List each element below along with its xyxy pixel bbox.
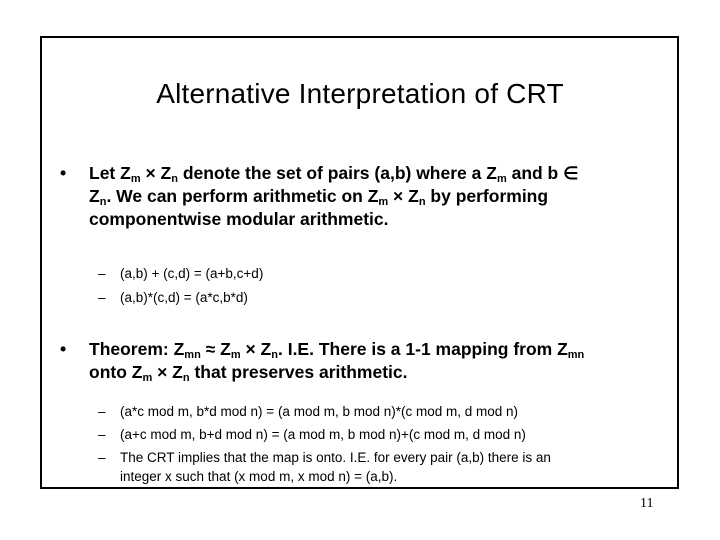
slide-title: Alternative Interpretation of CRT bbox=[156, 78, 564, 109]
sub-1-1-text: (a,b) + (c,d) = (a+b,c+d) bbox=[120, 266, 264, 281]
bullet-2-marker: • bbox=[60, 339, 67, 359]
sub-2-3-text-cont: integer x such that (x mod m, x mod n) = (a,b). bbox=[120, 469, 398, 484]
sub-1-2-dash: – bbox=[98, 290, 106, 305]
bullet-2-line-2: onto $Z_m \times Z_n$ that preserves arithmetic. bbox=[89, 362, 408, 384]
page-number: 11 bbox=[640, 496, 654, 511]
bullet-1-line-1: Let $Z_m \times Z_n$ denote the set of pairs (a,b) where a $Z_m$ and b ∈ bbox=[89, 163, 579, 185]
bullet-2-line-1: Theorem: $Z_{mn} \approx Z_m \times Z_n$. I.E. There is a 1-1 mapping from $Z_{mn}$ bbox=[89, 339, 585, 361]
sub-2-1-text: (a*c mod m, b*d mod n) = (a mod m, b mod n)*(c mod m, d mod n) bbox=[120, 404, 519, 419]
bullet-1-line-2: $Z_n$. We can perform arithmetic on $Z_m \times Z_n$ by performing bbox=[89, 186, 549, 208]
sub-2-3-text: The CRT implies that the map is onto. I.E. for every pair (a,b) there is an bbox=[120, 450, 551, 465]
bullet-1-marker: • bbox=[60, 163, 67, 183]
bullet-1-line-3: componentwise modular arithmetic. bbox=[89, 209, 389, 229]
sub-1-2-text: (a,b)*(c,d) = (a*c,b*d) bbox=[120, 290, 248, 305]
sub-1-1-dash: – bbox=[98, 266, 106, 281]
sub-2-1-dash: – bbox=[98, 404, 106, 419]
sub-2-2-text: (a+c mod m, b+d mod n) = (a mod m, b mod n)+(c mod m, d mod n) bbox=[120, 427, 526, 442]
sub-2-3-dash: – bbox=[98, 450, 106, 465]
sub-2-2-dash: – bbox=[98, 427, 106, 442]
